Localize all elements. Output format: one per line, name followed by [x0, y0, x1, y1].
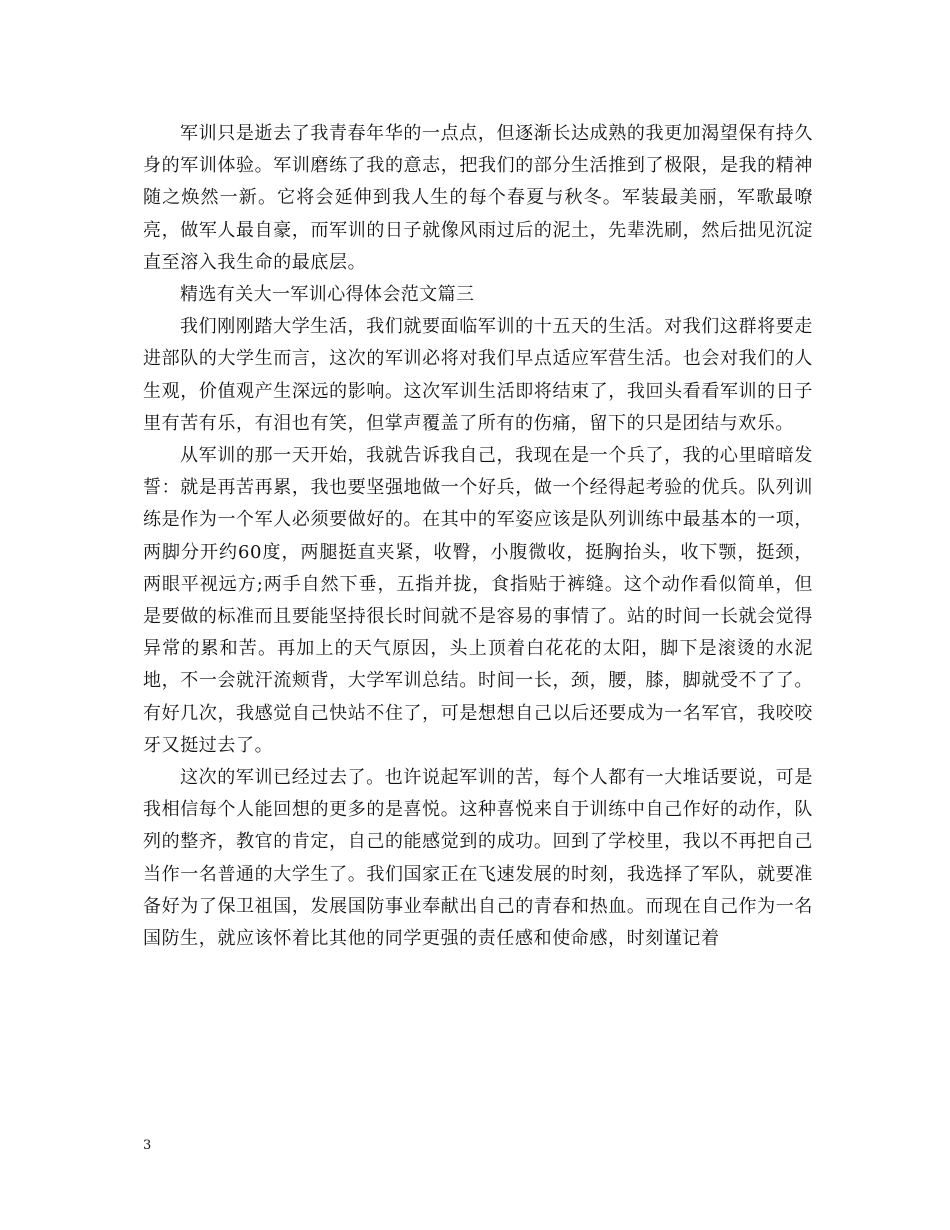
paragraph-intro: 军训只是逝去了我青春年华的一点点，但逐渐长达成熟的我更加渴望保有持久身的军训体验。军训磨练了我的意志，把我们的部分生活推到了极限，是我的精神随之焕然一新。它将会延伸到我人生的每个春夏与秋冬。军装最美丽，军歌最嘹亮，做军人最自豪，而军训的日子就像风雨过后的泥土，先辈洗刷，然后拙见沉淀直至溶入我生命的最底层。 — [143, 123, 813, 273]
paragraph-reflection: 这次的军训已经过去了。也许说起军训的苦，每个人都有一大堆话要说，可是我相信每个人能回想的更多的是喜悦。这种喜悦来自于训练中自己作好的动作，队列的整齐，教官的肯定，自己的能感觉到的成功。回到了学校里，我以不再把自己当作一名普通的大学生了。我们国家正在飞速发展的时刻，我选择了军队，就要准备好为了保卫祖国，发展国防事业奉献出自己的青春和热血。而现在自己作为一名国防生，就应该怀着比其他的同学更强的责任感和使命感，时刻谨记着 — [143, 767, 813, 950]
section-heading: 精选有关大一军训心得体会范文篇三 — [180, 284, 475, 306]
page-number: 3 — [143, 1138, 152, 1153]
paragraph-section-three-intro: 我们刚刚踏大学生活，我们就要面临军训的十五天的生活。对我们这群将要走进部队的大学生而言，这次的军训必将对我们早点适应军营生活。也会对我们的人生观，价值观产生深远的影响。这次军训生活即将结束了，我回头看看军训的日子里有苦有乐，有泪也有笑，但掌声覆盖了所有的伤痛，留下的只是团结与欢乐。 — [143, 316, 813, 434]
paragraph-training-details: 从军训的那一天开始，我就告诉我自己，我现在是一个兵了，我的心里暗暗发誓：就是再苦再累，我也要坚强地做一个好兵，做一个经得起考验的优兵。队列训练是作为一个军人必须要做好的。在其中的军姿应该是队列训练中最基本的一项，两脚分开约60度，两腿挺直夹紧，收臀，小腹微收，挺胸抬头，收下颚，挺颈，两眼平视远方;两手自然下垂，五指并拢，食指贴于裤缝。这个动作看似简单，但是要做的标准而且要能坚持很长时间就不是容易的事情了。站的时间一长就会觉得异常的累和苦。再加上的天气原因，头上顶着白花花的太阳，脚下是滚烫的水泥地，不一会就汗流颊背，大学军训总结。时间一长，颈，腰，膝，脚就受不了了。有好几次，我感觉自己快站不住了，可是想想自己以后还要成为一名军官，我咬咬牙又挺过去了。 — [143, 445, 813, 756]
document-body — [143, 118, 813, 955]
